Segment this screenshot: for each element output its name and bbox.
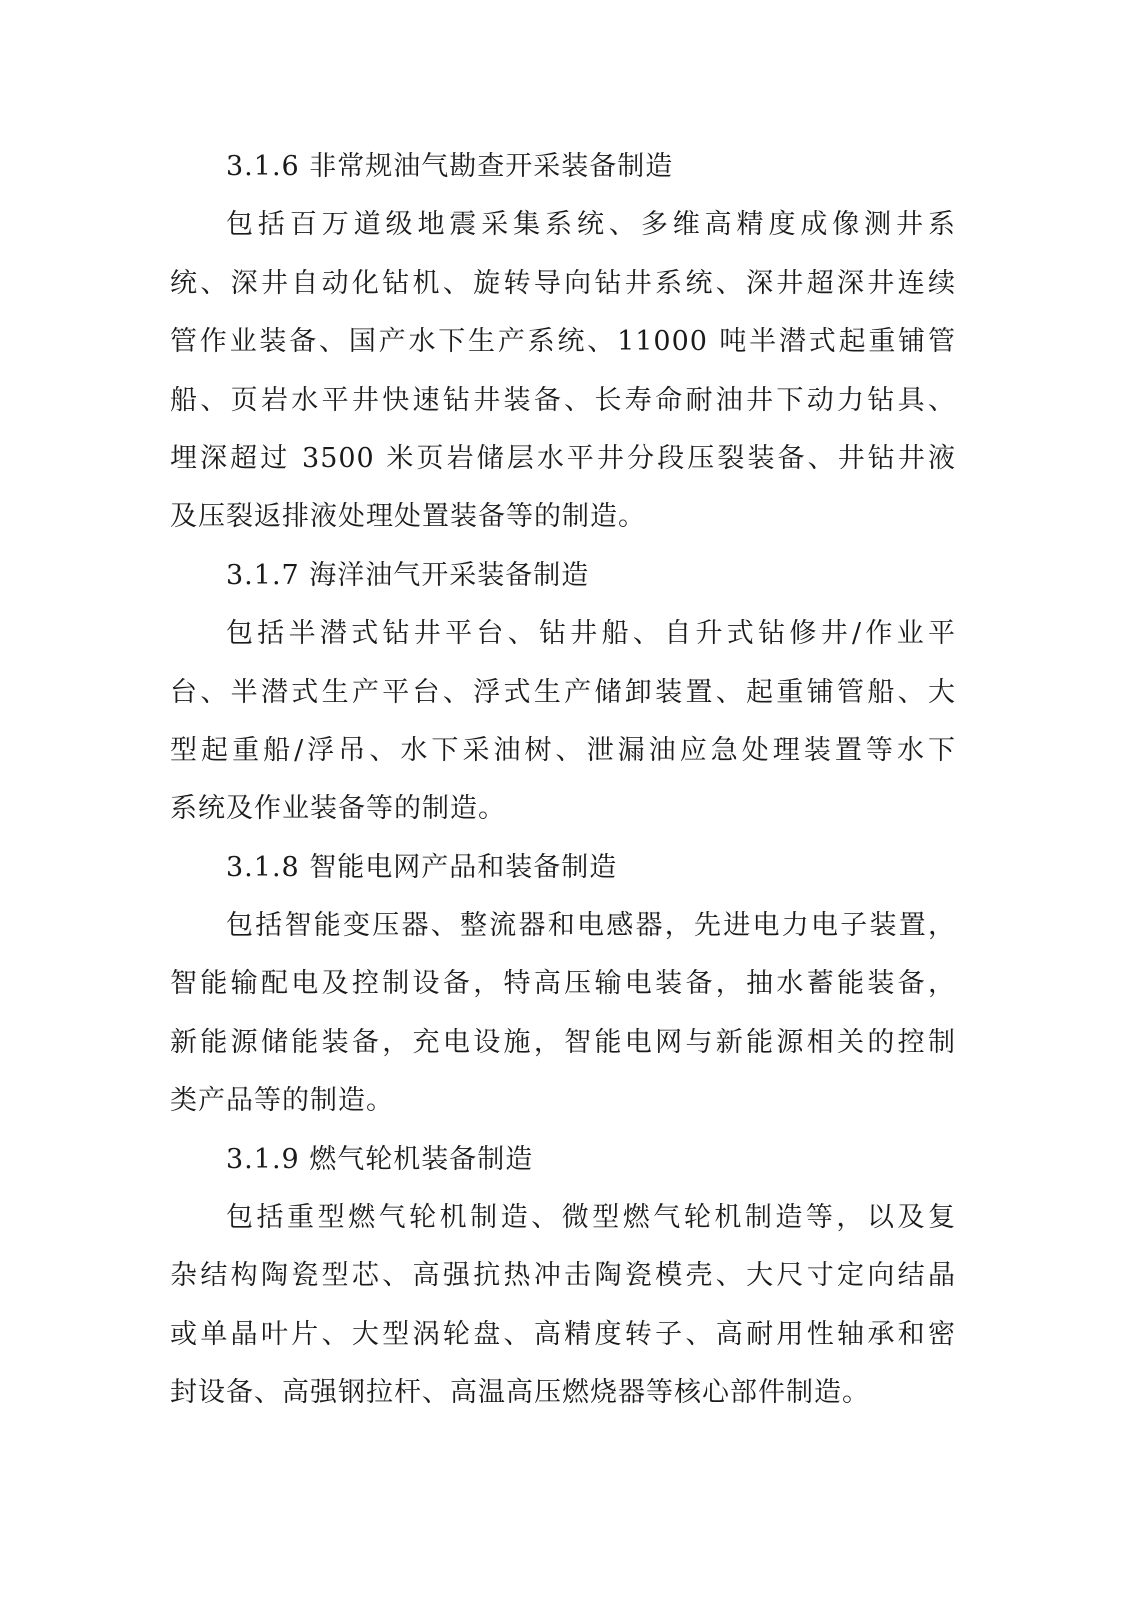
paragraph-line: 埋深超过 3500 米页岩储层水平井分段压裂装备、井钻井液	[170, 442, 956, 474]
paragraph-line: 统、深井自动化钻机、旋转导向钻井系统、深井超深井连续	[170, 267, 956, 299]
paragraph-line: 智能输配电及控制设备，特高压输电装备，抽水蓄能装备，	[170, 968, 956, 1000]
paragraph-line: 台、半潜式生产平台、浮式生产储卸装置、起重铺管船、大	[170, 676, 956, 708]
section-3-1-6	[170, 138, 956, 547]
paragraph-line: 封设备、高强钢拉杆、高温高压燃烧器等核心部件制造。	[170, 1377, 870, 1409]
paragraph-line: 包括半潜式钻井平台、钻井船、自升式钻修井/作业平	[226, 618, 956, 650]
paragraph-line: 新能源储能装备，充电设施，智能电网与新能源相关的控制	[170, 1026, 956, 1058]
section-heading: 3.1.6 非常规油气勘查开采装备制造	[226, 151, 674, 182]
paragraph-line: 杂结构陶瓷型芯、高强抗热冲击陶瓷模壳、大尺寸定向结晶	[170, 1260, 956, 1292]
paragraph-line: 包括智能变压器、整流器和电感器，先进电力电子装置，	[226, 910, 956, 942]
section-3-1-8	[170, 839, 956, 1131]
paragraph-line: 包括重型燃气轮机制造、微型燃气轮机制造等，以及复	[226, 1202, 956, 1234]
paragraph-line: 包括百万道级地震采集系统、多维高精度成像测井系	[226, 209, 956, 241]
section-3-1-7	[170, 547, 956, 839]
paragraph-line: 船、页岩水平井快速钻井装备、长寿命耐油井下动力钻具、	[170, 384, 956, 416]
section-heading: 3.1.7 海洋油气开采装备制造	[226, 559, 590, 591]
section-heading: 3.1.9 燃气轮机装备制造	[226, 1143, 534, 1175]
section-3-1-9	[170, 1131, 956, 1423]
paragraph-line: 及压裂返排液处理处置装备等的制造。	[170, 501, 646, 533]
paragraph-line: 管作业装备、国产水下生产系统、11000 吨半潜式起重铺管	[170, 326, 956, 358]
paragraph-line: 或单晶叶片、大型涡轮盘、高精度转子、高耐用性轴承和密	[170, 1318, 956, 1350]
section-heading: 3.1.8 智能电网产品和装备制造	[226, 851, 618, 883]
paragraph-line: 型起重船/浮吊、水下采油树、泄漏油应急处理装置等水下	[170, 734, 956, 766]
paragraph-line: 类产品等的制造。	[170, 1085, 394, 1117]
paragraph-line: 系统及作业装备等的制造。	[170, 793, 506, 825]
